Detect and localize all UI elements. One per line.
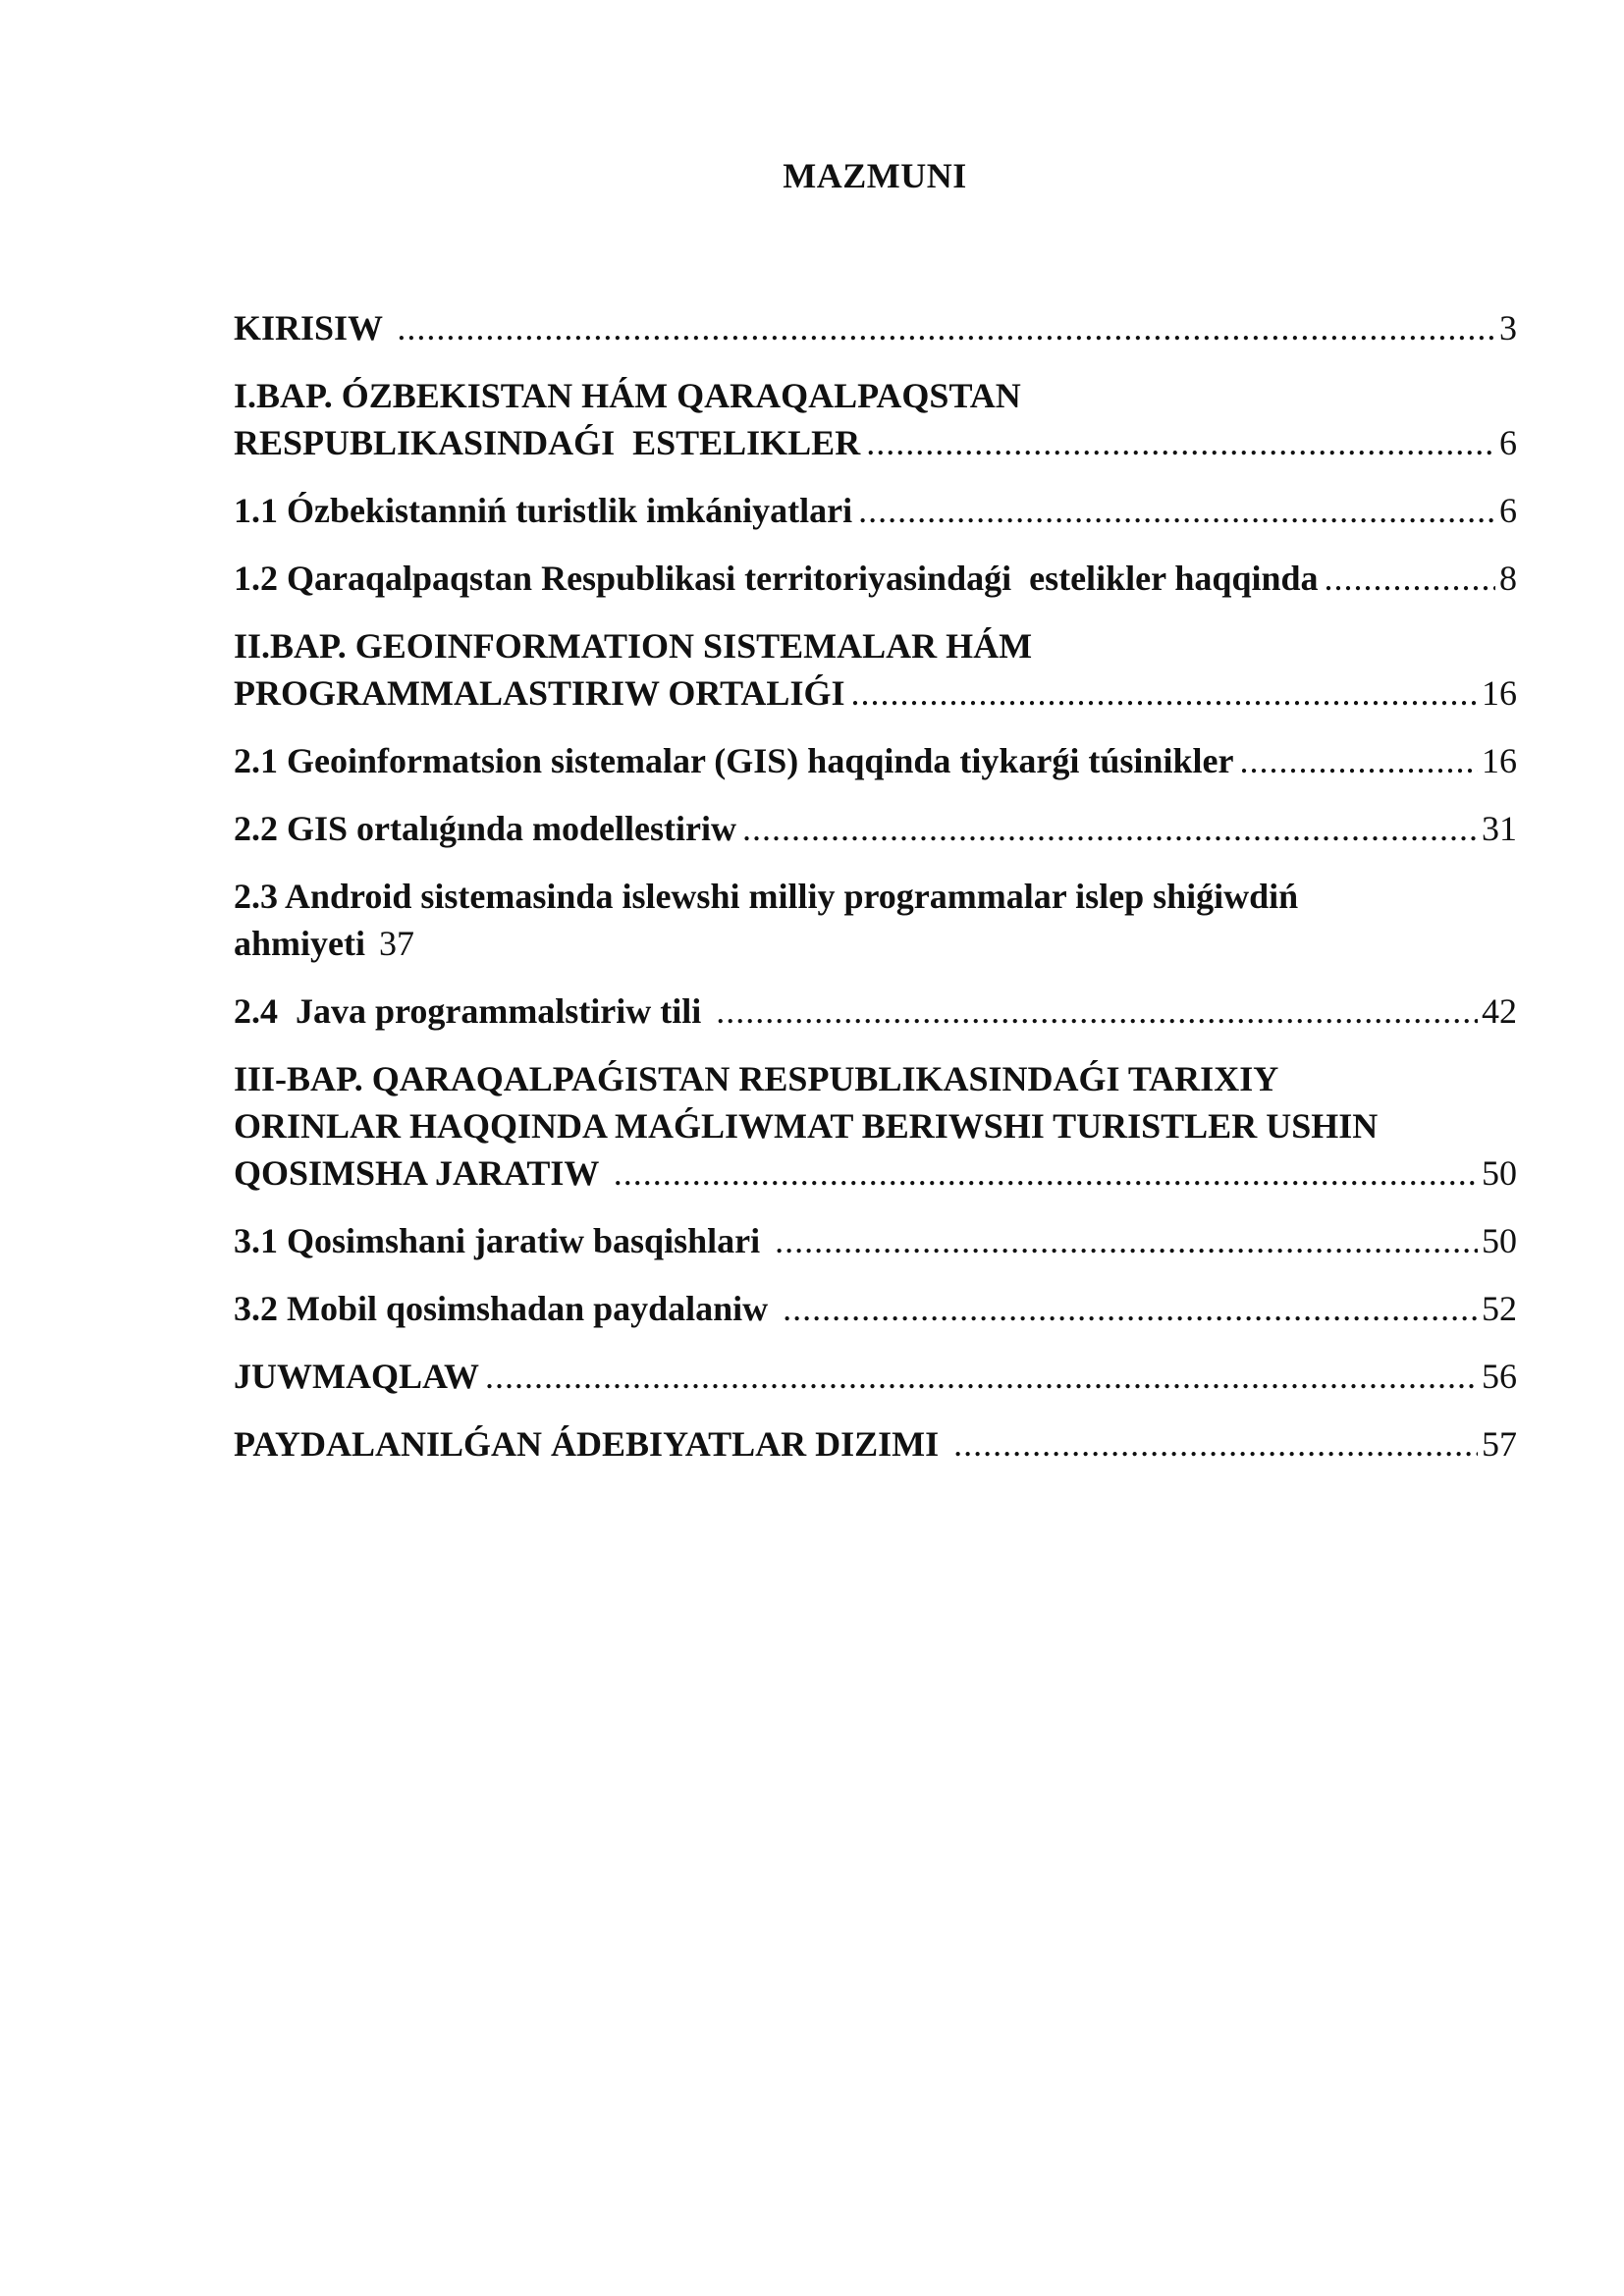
- toc-page-number: 57: [1482, 1424, 1517, 1464]
- toc-entry-title: QOSIMSHA JARATIW: [234, 1153, 608, 1193]
- toc-entry[interactable]: [234, 805, 1517, 852]
- dot-leader: [953, 1420, 1478, 1468]
- dot-leader: [1325, 555, 1495, 602]
- dot-leader: [866, 419, 1495, 466]
- toc-entry-title: 2.4 Java programmalstiriw tili: [234, 991, 711, 1031]
- toc-entry-title: 1.1 Ózbekistanniń turistlik imkániyatlari: [234, 491, 853, 530]
- toc-page-number: 8: [1499, 559, 1517, 598]
- dot-leader: [716, 988, 1478, 1035]
- dot-leader: [775, 1217, 1478, 1264]
- toc-entry-title: PROGRAMMALASTIRIW ORTALIǴI: [234, 673, 845, 713]
- toc-entry-title: RESPUBLIKASINDAǴI ESTELIKLER: [234, 423, 861, 462]
- table-of-contents: [234, 304, 1517, 1488]
- toc-entry-title: 3.2 Mobil qosimshadan paydalaniw: [234, 1289, 778, 1328]
- toc-entry[interactable]: [234, 304, 1517, 351]
- toc-page-number: 16: [1482, 673, 1517, 713]
- toc-entry-line: III-BAP. QARAQALPAǴISTAN RESPUBLIKASINDAǴI TARIXIY: [234, 1059, 1279, 1098]
- toc-entry-title: PAYDALANILǴAN ÁDEBIYATLAR DIZIMI: [234, 1424, 948, 1464]
- dot-leader: [858, 487, 1495, 534]
- toc-entry[interactable]: [234, 1285, 1517, 1332]
- toc-page-number: 16: [1482, 741, 1517, 780]
- toc-entry-title: JUWMAQLAW: [234, 1357, 479, 1396]
- dot-leader: [850, 669, 1478, 717]
- toc-entry[interactable]: [234, 1217, 1517, 1264]
- toc-entry-title: 3.1 Qosimshani jaratiw basqishlari: [234, 1221, 770, 1260]
- toc-page-number: 52: [1482, 1289, 1517, 1328]
- toc-entry-title: ahmiyeti: [234, 924, 365, 963]
- toc-page-number: 50: [1482, 1221, 1517, 1260]
- toc-page-number: 42: [1482, 991, 1517, 1031]
- toc-page-number: 31: [1482, 809, 1517, 848]
- toc-entry[interactable]: [234, 555, 1517, 602]
- toc-page-number: 56: [1482, 1357, 1517, 1396]
- toc-entry-title: KIRISIW: [234, 308, 392, 347]
- dot-leader: [1239, 737, 1478, 784]
- toc-page-number: 6: [1499, 491, 1517, 530]
- dot-leader: [742, 805, 1478, 852]
- toc-entry[interactable]: [234, 1353, 1517, 1400]
- toc-entry-line: I.BAP. ÓZBEKISTAN HÁM QARAQALPAQSTAN: [234, 376, 1021, 415]
- dot-leader: [485, 1353, 1478, 1400]
- toc-entry-title: 2.2 GIS ortalıǵında modellestiriw: [234, 809, 736, 848]
- toc-page-number: 3: [1499, 308, 1517, 347]
- toc-entry-title: 2.1 Geoinformatsion sistemalar (GIS) haqqinda tiykarǵi túsinikler: [234, 741, 1234, 780]
- toc-entry[interactable]: [234, 1420, 1517, 1468]
- toc-entry[interactable]: [234, 737, 1517, 784]
- toc-entry[interactable]: [234, 1055, 1517, 1197]
- toc-page-number: 37: [378, 924, 414, 963]
- toc-entry-title: 1.2 Qaraqalpaqstan Respublikasi territoriyasindaǵi estelikler haqqinda: [234, 559, 1319, 598]
- toc-entry[interactable]: [234, 873, 1517, 967]
- toc-entry[interactable]: [234, 988, 1517, 1035]
- toc-entry[interactable]: [234, 487, 1517, 534]
- toc-entry-line: 2.3 Android sistemasinda islewshi milliy programmalar islep shiǵiwdiń: [234, 877, 1299, 916]
- toc-entry[interactable]: [234, 622, 1517, 717]
- page-title: MAZMUNI: [783, 156, 967, 195]
- toc-entry[interactable]: [234, 372, 1517, 466]
- dot-leader: [783, 1285, 1478, 1332]
- dot-leader: [397, 304, 1495, 351]
- toc-entry-line: ORINLAR HAQQINDA MAǴLIWMAT BERIWSHI TURISTLER USHIN: [234, 1106, 1379, 1146]
- toc-entry-line: II.BAP. GEOINFORMATION SISTEMALAR HÁM: [234, 626, 1033, 666]
- toc-page-number: 6: [1499, 423, 1517, 462]
- toc-page-number: 50: [1482, 1153, 1517, 1193]
- dot-leader: [614, 1149, 1478, 1197]
